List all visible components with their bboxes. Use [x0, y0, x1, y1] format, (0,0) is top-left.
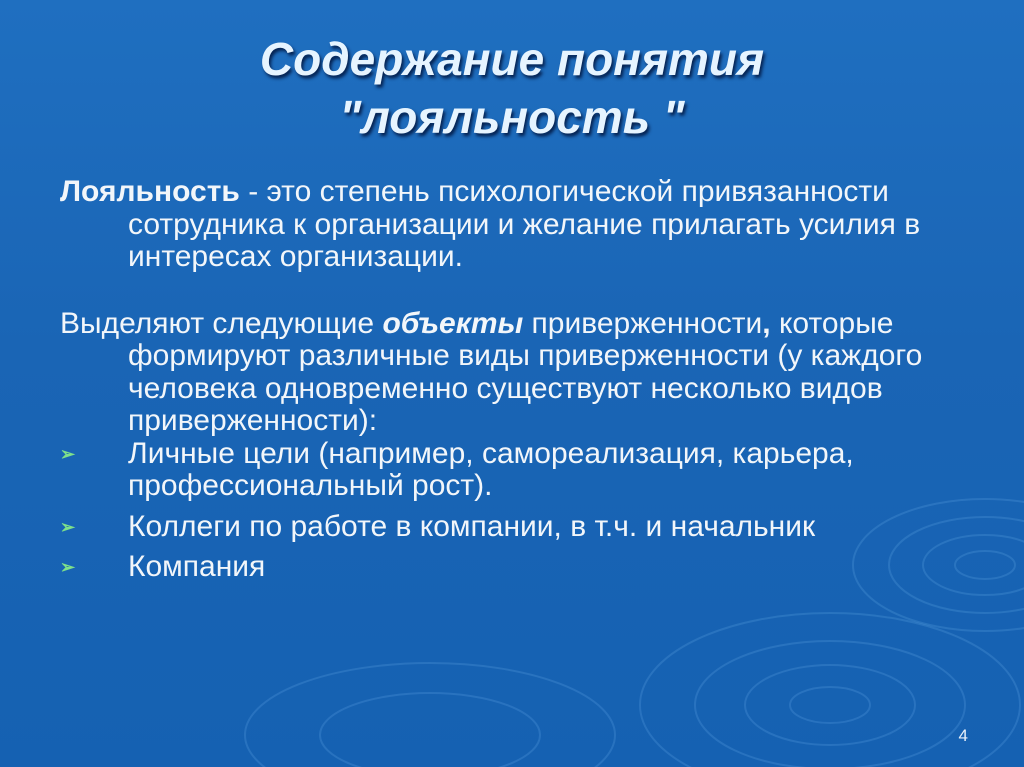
- objects-keyword: объекты: [382, 306, 524, 340]
- objects-paragraph: [60, 308, 970, 438]
- objects-intro-comma: ,: [762, 306, 771, 340]
- title-line-1: Содержание понятия: [259, 33, 765, 85]
- arrow-bullet-icon: ➢: [60, 516, 76, 537]
- slide-body: [60, 176, 970, 584]
- list-item-text: Коллеги по работе в компании, в т.ч. и начальник: [128, 509, 816, 543]
- arrow-bullet-icon: ➢: [60, 557, 76, 577]
- list-item: [60, 511, 970, 544]
- page-number: 4: [958, 726, 968, 745]
- list-item-text: Личные цели (например, самореализация, карьера, профессиональный рост).: [128, 436, 854, 502]
- list-item-text: Компания: [128, 550, 266, 583]
- title-line-2: "лояльность ": [339, 91, 685, 143]
- list-item: [60, 438, 970, 503]
- arrow-bullet-icon: ➢: [60, 443, 76, 464]
- slide-title: [0, 30, 1024, 146]
- list-item: [60, 551, 970, 584]
- objects-list: [60, 438, 970, 584]
- objects-intro-middle: приверженности: [523, 306, 763, 340]
- definition-text: - это степень психологической привязанности сотрудника к организации и желание прилагать усилия в интересах организации.: [128, 175, 921, 273]
- objects-intro-end: которые формируют различные виды приверженности (у каждого человека одновременно существуют несколько видов приверженности):: [128, 306, 923, 437]
- definition-term: Лояльность: [60, 175, 240, 208]
- definition-paragraph: [60, 176, 970, 274]
- objects-intro-start: Выделяют следующие: [60, 306, 383, 340]
